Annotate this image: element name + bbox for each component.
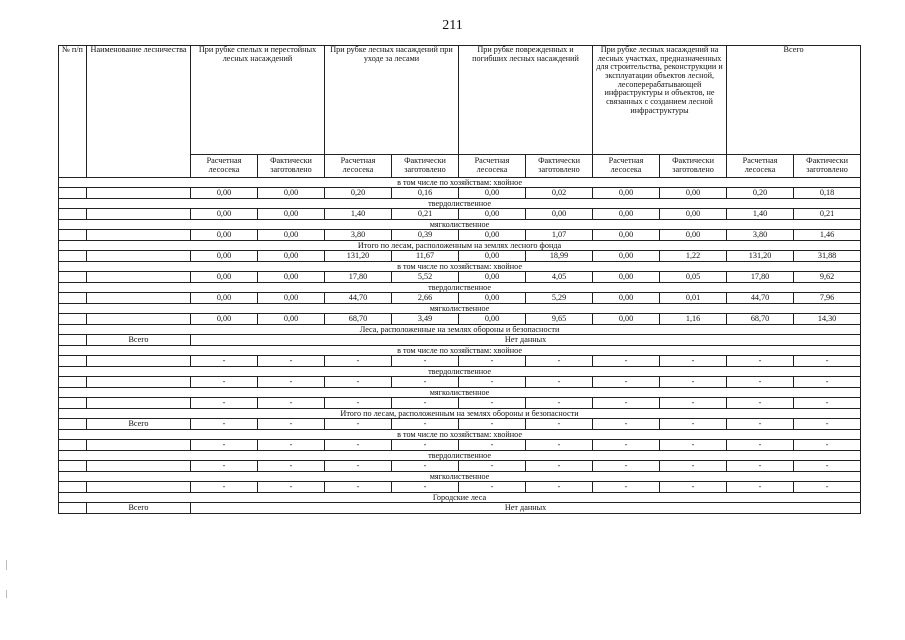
actual-value-cell: 1,16 [660,314,727,325]
actual-value-cell: - [392,482,459,493]
row-number-cell [59,398,87,409]
forestry-name-cell [87,251,191,262]
row-number-cell [59,335,87,346]
subheader-actual: Фактически заготовлено [660,155,727,178]
calculated-value-cell: 0,00 [191,209,258,220]
actual-value-cell: - [392,440,459,451]
actual-value-cell: - [794,398,861,409]
section-row [59,178,861,188]
forestry-name-cell: Всего [87,503,191,514]
row-number-cell [59,482,87,493]
calculated-value-cell: - [191,482,258,493]
actual-value-cell: 0,02 [526,188,593,199]
actual-value-cell: - [258,419,325,430]
no-data-row [59,335,861,346]
row-number-cell [59,503,87,514]
calculated-value-cell: 1,40 [727,209,794,220]
calculated-value-cell: - [459,482,526,493]
actual-value-cell: - [526,482,593,493]
calculated-value-cell: - [593,356,660,367]
header-group-total: Всего [727,46,861,155]
page-number: 211 [442,18,463,33]
actual-value-cell: - [392,461,459,472]
table-row [59,230,861,241]
actual-value-cell: - [526,419,593,430]
calculated-value-cell: 0,00 [191,293,258,304]
calculated-value-cell: 0,00 [459,230,526,241]
calculated-value-cell: - [191,419,258,430]
calculated-value-cell: 0,00 [593,230,660,241]
actual-value-cell: 1,22 [660,251,727,262]
forestry-name-cell [87,188,191,199]
calculated-value-cell: 0,00 [459,293,526,304]
actual-value-cell: - [660,482,727,493]
header-group-mature: При рубке спелых и перестойных лесных насаждений [191,46,325,155]
row-number-cell [59,272,87,283]
table-row [59,314,861,325]
table-row [59,209,861,220]
actual-value-cell: - [794,482,861,493]
table-row [59,251,861,262]
calculated-value-cell: 0,00 [593,209,660,220]
actual-value-cell: 0,00 [258,314,325,325]
calculated-value-cell: 44,70 [325,293,392,304]
subheader-actual: Фактически заготовлено [794,155,861,178]
calculated-value-cell: 3,80 [325,230,392,241]
actual-value-cell: 18,99 [526,251,593,262]
subheader-actual: Фактически заготовлено [526,155,593,178]
calculated-value-cell: 0,00 [191,251,258,262]
calculated-value-cell: 17,80 [325,272,392,283]
calculated-value-cell: - [593,461,660,472]
no-data-cell: Нет данных [191,335,861,346]
section-row [59,220,861,230]
section-row [59,241,861,251]
actual-value-cell: 1,07 [526,230,593,241]
calculated-value-cell: - [727,461,794,472]
actual-value-cell: - [258,440,325,451]
calculated-value-cell: - [459,461,526,472]
actual-value-cell: - [794,377,861,388]
section-row [59,493,861,503]
section-heading: в том числе по хозяйствам: хвойное [59,346,861,356]
calculated-value-cell: - [727,356,794,367]
actual-value-cell: 0,01 [660,293,727,304]
calculated-value-cell: 0,00 [593,251,660,262]
section-row [59,472,861,482]
calculated-value-cell: 68,70 [325,314,392,325]
calculated-value-cell: - [191,356,258,367]
actual-value-cell: 0,00 [258,251,325,262]
forest-harvest-table-container [58,45,860,514]
actual-value-cell: - [392,398,459,409]
actual-value-cell: - [526,461,593,472]
actual-value-cell: - [258,356,325,367]
subheader-actual: Фактически заготовлено [258,155,325,178]
calculated-value-cell: - [459,356,526,367]
section-heading: твердолиственное [59,367,861,377]
actual-value-cell: - [660,356,727,367]
calculated-value-cell: 0,00 [459,314,526,325]
section-row [59,409,861,419]
calculated-value-cell: - [191,398,258,409]
forestry-name-cell [87,461,191,472]
section-heading: Итого по лесам, расположенным на землях обороны и безопасности [59,409,861,419]
section-row [59,325,861,335]
section-heading: Городские леса [59,493,861,503]
actual-value-cell: 0,05 [660,272,727,283]
actual-value-cell: - [258,398,325,409]
actual-value-cell: 9,65 [526,314,593,325]
calculated-value-cell: 3,80 [727,230,794,241]
section-row [59,283,861,293]
actual-value-cell: 3,49 [392,314,459,325]
actual-value-cell: 0,00 [258,209,325,220]
section-heading: в том числе по хозяйствам: хвойное [59,178,861,188]
table-row [59,188,861,199]
calculated-value-cell: - [325,356,392,367]
section-row [59,346,861,356]
section-heading: мягколиственное [59,472,861,482]
section-row [59,262,861,272]
actual-value-cell: 5,29 [526,293,593,304]
table-row [59,482,861,493]
scan-margin-mark [6,590,7,598]
row-number-cell [59,209,87,220]
calculated-value-cell: 0,00 [593,293,660,304]
actual-value-cell: - [526,440,593,451]
section-row [59,388,861,398]
forestry-name-cell: Всего [87,335,191,346]
calculated-value-cell: 0,00 [191,188,258,199]
calculated-value-cell: 0,00 [191,314,258,325]
calculated-value-cell: - [727,440,794,451]
actual-value-cell: 9,62 [794,272,861,283]
actual-value-cell: - [794,356,861,367]
section-heading: Итого по лесам, расположенным на землях лесного фонда [59,241,861,251]
subheader-calculated: Расчетная лесосека [191,155,258,178]
table-header [59,46,861,178]
actual-value-cell: - [660,440,727,451]
header-group-construction: При рубке лесных насаждений на лесных участках, предназначенных для строительства, реконструкции и эксплуатации объектов лесной, лесоперерабатывающей инфраструктуры и объектов, не связанных с созданием лесной инфраструктуры [593,46,727,155]
calculated-value-cell: - [727,398,794,409]
forestry-name-cell [87,293,191,304]
calculated-value-cell: - [325,377,392,388]
section-row [59,199,861,209]
table-body [59,178,861,514]
actual-value-cell: 0,00 [660,209,727,220]
calculated-value-cell: - [593,440,660,451]
actual-value-cell: - [660,461,727,472]
table-row [59,356,861,367]
calculated-value-cell: - [325,461,392,472]
calculated-value-cell: - [191,461,258,472]
calculated-value-cell: - [727,377,794,388]
actual-value-cell: 2,66 [392,293,459,304]
section-row [59,451,861,461]
actual-value-cell: 0,18 [794,188,861,199]
actual-value-cell: - [660,419,727,430]
forestry-name-cell [87,230,191,241]
section-heading: Леса, расположенные на землях обороны и безопасности [59,325,861,335]
table-row [59,272,861,283]
calculated-value-cell: - [593,419,660,430]
actual-value-cell: 1,46 [794,230,861,241]
section-row [59,304,861,314]
calculated-value-cell: 0,00 [593,272,660,283]
calculated-value-cell: - [593,398,660,409]
subheader-calculated: Расчетная лесосека [459,155,526,178]
forestry-name-cell [87,398,191,409]
calculated-value-cell: 0,00 [459,188,526,199]
actual-value-cell: - [794,419,861,430]
row-number-cell [59,461,87,472]
table-row [59,461,861,472]
actual-value-cell: - [392,356,459,367]
section-row [59,430,861,440]
forestry-name-cell [87,377,191,388]
actual-value-cell: - [258,482,325,493]
actual-value-cell: 0,39 [392,230,459,241]
actual-value-cell: - [660,398,727,409]
forestry-name-cell [87,356,191,367]
calculated-value-cell: - [325,440,392,451]
calculated-value-cell: 0,00 [593,188,660,199]
calculated-value-cell: - [593,482,660,493]
actual-value-cell: 0,00 [526,209,593,220]
header-group-care: При рубке лесных насаждений при уходе за лесами [325,46,459,155]
actual-value-cell: 0,00 [258,188,325,199]
section-heading: мягколиственное [59,304,861,314]
calculated-value-cell: - [459,377,526,388]
subheader-calculated: Расчетная лесосека [325,155,392,178]
forestry-name-cell [87,482,191,493]
calculated-value-cell: - [459,419,526,430]
calculated-value-cell: 0,00 [191,230,258,241]
actual-value-cell: 0,00 [660,188,727,199]
actual-value-cell: - [526,377,593,388]
calculated-value-cell: - [325,482,392,493]
forest-harvest-table [58,45,861,514]
actual-value-cell: 0,21 [392,209,459,220]
calculated-value-cell: 0,00 [459,251,526,262]
actual-value-cell: - [258,461,325,472]
actual-value-cell: - [794,440,861,451]
actual-value-cell: - [392,419,459,430]
row-number-cell [59,314,87,325]
table-row [59,377,861,388]
row-number-cell [59,440,87,451]
forestry-name-cell [87,314,191,325]
actual-value-cell: 7,96 [794,293,861,304]
calculated-value-cell: - [191,377,258,388]
calculated-value-cell: 131,20 [325,251,392,262]
row-number-cell [59,293,87,304]
calculated-value-cell: 0,00 [191,272,258,283]
calculated-value-cell: 1,40 [325,209,392,220]
row-number-cell [59,419,87,430]
actual-value-cell: 0,00 [258,293,325,304]
calculated-value-cell: - [325,398,392,409]
calculated-value-cell: - [459,398,526,409]
row-number-cell [59,230,87,241]
calculated-value-cell: 0,20 [325,188,392,199]
no-data-cell: Нет данных [191,503,861,514]
calculated-value-cell: - [459,440,526,451]
calculated-value-cell: 44,70 [727,293,794,304]
calculated-value-cell: 0,20 [727,188,794,199]
calculated-value-cell: - [727,482,794,493]
actual-value-cell: - [660,377,727,388]
section-heading: в том числе по хозяйствам: хвойное [59,430,861,440]
header-group-damaged: При рубке поврежденных и погибших лесных насаждений [459,46,593,155]
subheader-actual: Фактически заготовлено [392,155,459,178]
actual-value-cell: 0,00 [258,272,325,283]
forestry-name-cell [87,440,191,451]
actual-value-cell: 4,05 [526,272,593,283]
actual-value-cell: - [794,461,861,472]
calculated-value-cell: 0,00 [459,272,526,283]
actual-value-cell: - [392,377,459,388]
actual-value-cell: 5,52 [392,272,459,283]
calculated-value-cell: 0,00 [459,209,526,220]
calculated-value-cell: 131,20 [727,251,794,262]
actual-value-cell: 0,00 [660,230,727,241]
calculated-value-cell: - [727,419,794,430]
scan-margin-mark [6,560,7,570]
table-row [59,419,861,430]
section-heading: твердолиственное [59,451,861,461]
calculated-value-cell: - [593,377,660,388]
actual-value-cell: - [526,356,593,367]
forestry-name-cell [87,272,191,283]
section-heading: мягколиственное [59,220,861,230]
calculated-value-cell: 68,70 [727,314,794,325]
section-row [59,367,861,377]
section-heading: твердолиственное [59,283,861,293]
actual-value-cell: - [526,398,593,409]
no-data-row [59,503,861,514]
calculated-value-cell: - [325,419,392,430]
actual-value-cell: 0,16 [392,188,459,199]
actual-value-cell: 14,30 [794,314,861,325]
section-heading: твердолиственное [59,199,861,209]
row-number-cell [59,356,87,367]
section-heading: в том числе по хозяйствам: хвойное [59,262,861,272]
calculated-value-cell: 17,80 [727,272,794,283]
table-row [59,398,861,409]
header-number: № п/п [59,46,87,178]
forestry-name-cell [87,209,191,220]
row-number-cell [59,251,87,262]
subheader-calculated: Расчетная лесосека [727,155,794,178]
subheader-calculated: Расчетная лесосека [593,155,660,178]
actual-value-cell: 31,88 [794,251,861,262]
actual-value-cell: 11,67 [392,251,459,262]
forestry-name-cell: Всего [87,419,191,430]
section-heading: мягколиственное [59,388,861,398]
actual-value-cell: 0,00 [258,230,325,241]
calculated-value-cell: - [191,440,258,451]
actual-value-cell: 0,21 [794,209,861,220]
row-number-cell [59,188,87,199]
row-number-cell [59,377,87,388]
actual-value-cell: - [258,377,325,388]
table-row [59,440,861,451]
calculated-value-cell: 0,00 [593,314,660,325]
table-row [59,293,861,304]
header-forestry-name: Наименование лесничества [87,46,191,178]
